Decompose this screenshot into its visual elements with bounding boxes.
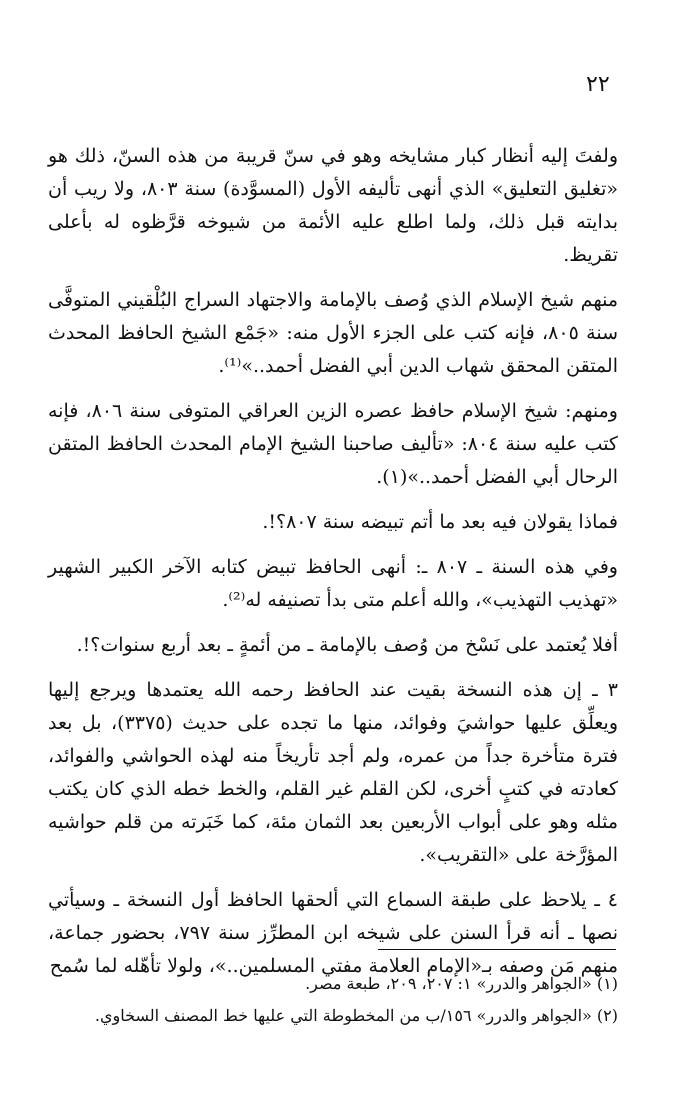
paragraph-tahdhib: وفي هذه السنة ـ ٨٠٧ ـ: أنهى الحافظ تبيض كتابه الآخر الكبير الشهير «تهذيب التهذيب»، والله أعلم متى بدأ تصنيفه له⁽²⁾. xyxy=(48,556,618,611)
footnote-2: (٢) «الجواهر والدرر» ١٥٦/ب من المخطوطة التي عليها خط المصنف السخاوي. xyxy=(94,1006,618,1025)
paragraph-iraqi: ومنهم: شيخ الإسلام حافظ عصره الزين العراقي المتوفى سنة ٨٠٦، فإنه كتب عليه سنة ٨٠٤: «تأليف صاحبنا الشيخ الإمام المحدث الحافظ المتقن الرحال أبي الفضل أحمد..»(١). xyxy=(48,400,618,488)
paragraph-point-4: ٤ ـ يلاحظ على طبقة السماع التي ألحقها الحافظ أول النسخة ـ وسيأتي نصها ـ أنه قرأ السنن على شيخه ابن المطرِّز سنة ٧٩٧، بحضور جماعة، منهم مَن وصفه بـ«الإمام العلامة مفتي المسلمين..»، ولولا تأهّله لما سُمح xyxy=(48,889,619,977)
paragraph-point-3: ٣ ـ إن هذه النسخة بقيت عند الحافظ رحمه الله يعتمدها ويرجع إليها ويعلِّق عليها حواشيَ وفوائد، منها ما تجده على حديث (٣٣٧٥)، بل بعد فترة متأخرة جداً من عمره، ولم أجد تأريخاً منه لهذه الحواشي والفوائد، كعادته في كتبٍ أخرى، لكن القلم غير القلم، والخط خطه الذي كان يكتب مثله وهو على أبواب الأربعين بعد الثمان مئة، كما خَبَرته من قلم حواشيه المؤرَّخة على «التقريب». xyxy=(48,679,618,866)
paragraph-question-807: فماذا يقولان فيه بعد ما أتم تبيضه سنة ٨٠٧؟!. xyxy=(262,511,618,533)
page-number: ٢٢ xyxy=(586,72,610,97)
paragraph-taghliq: ولفتَ إليه أنظار كبار مشايخه وهو في سنّ قريبة من هذه السنّ، ذلك هو «تغليق التعليق» الذي أنهى تأليفه الأول (المسوَّدة) سنة ٨٠٣، ولا ريب أن بدايته قبل ذلك، ولما اطلع عليه الأئمة من شيوخه قرَّظوه له بأعلى تقريظ. xyxy=(48,145,618,266)
paragraph-question-four-years: أفلا يُعتمد على نَسْخ من وُصف بالإمامة ـ من أئمةٍ ـ بعد أربع سنوات؟!. xyxy=(76,634,618,656)
paragraph-bulqini: منهم شيخ الإسلام الذي وُصف بالإمامة والاجتهاد السراج البُلْقيني المتوفَّى سنة ٨٠٥، فإنه كتب على الجزء الأول منه: «جَمْع الشيخ الحافظ المحدث المتقن المحقق شهاب الدين أبي الفضل أحمد..»⁽¹⁾. xyxy=(48,289,618,377)
footnote-divider xyxy=(378,949,616,950)
footnotes xyxy=(60,968,618,1032)
main-text xyxy=(48,140,618,995)
footnote-1: (١) «الجواهر والدرر» ١: ٢٠٧، ٢٠٩، طبعة مصر. xyxy=(305,974,618,993)
